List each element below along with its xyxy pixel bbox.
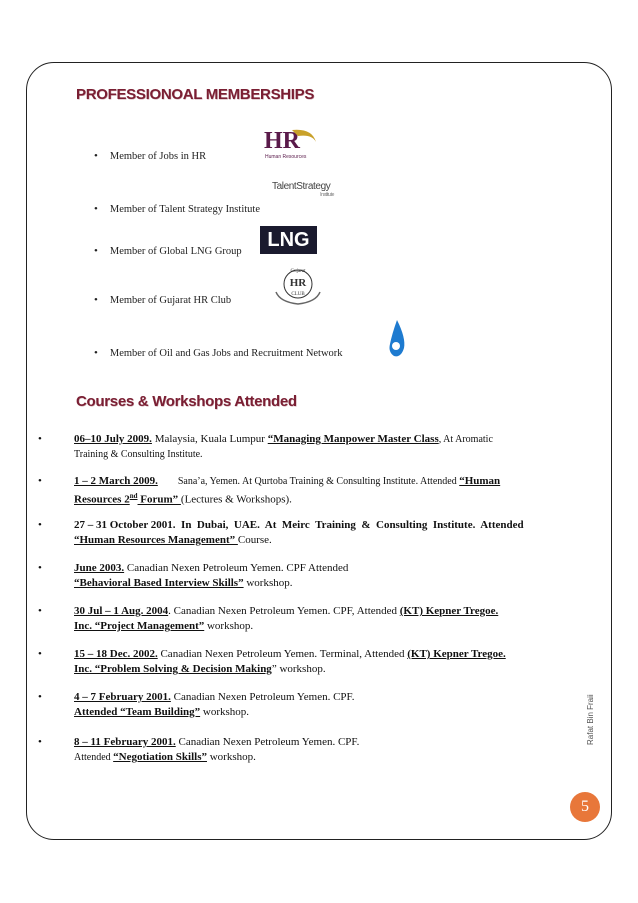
membership-item: • Member of Oil and Gas Jobs and Recruitment Network: [94, 347, 343, 359]
course-item: • June 2003. Canadian Nexen Petroleum Yemen. CPF Attended “Behavioral Based Interview Skills” workshop.: [38, 562, 349, 589]
page-number-badge: 5: [570, 792, 600, 822]
svg-text:Gujarat: Gujarat: [290, 269, 306, 274]
courses-heading: Courses & Workshops Attended: [76, 393, 297, 410]
course-item: • 8 – 11 February 2001. Canadian Nexen Petroleum Yemen. CPF. Attended “Negotiation Skills” workshop.: [38, 736, 360, 763]
course-item: • 06–10 July 2009. Malaysia, Kuala Lumpur “Managing Manpower Master Class, At Aromatic Training & Consulting Institute.: [38, 433, 493, 460]
svg-text:HR: HR: [264, 128, 300, 154]
membership-item: • Member of Gujarat HR Club: [94, 294, 232, 306]
course-item: • 27 – 31 October 2001. In Dubai, UAE. At Meirc Training & Consulting Institute. Attended “Human Resources Management” Course.: [38, 519, 524, 546]
course-item: • 4 – 7 February 2001. Canadian Nexen Petroleum Yemen. CPF. Attended “Team Building” workshop.: [38, 691, 355, 718]
course-item: • 30 Jul – 1 Aug. 2004. Canadian Nexen Petroleum Yemen. CPF, Attended (KT) Kepner Tregoe. Inc. “Project Management” workshop.: [38, 605, 499, 632]
lng-logo: LNG: [260, 226, 317, 254]
svg-text:Human Resources: Human Resources: [265, 154, 307, 160]
course-item: • 15 – 18 Dec. 2002. Canadian Nexen Petroleum Yemen. Terminal, Attended (KT) Kepner Tregoe. Inc. “Problem Solving & Decision Making” workshop.: [38, 648, 506, 675]
membership-item: • Member of Talent Strategy Institute: [94, 203, 260, 215]
oil-gas-drop-logo: [386, 318, 408, 360]
svg-text:CLUB: CLUB: [291, 292, 305, 297]
svg-text:HR: HR: [289, 277, 307, 289]
membership-item: • Member of Jobs in HR: [94, 150, 207, 162]
jobs-in-hr-logo: [262, 126, 318, 162]
membership-item: • Member of Global LNG Group: [94, 245, 242, 257]
course-item: • 1 – 2 March 2009. Sana’a, Yemen. At Qurtoba Training & Consulting Institute. Attended “Human Resources 2nd Forum” (Lectures & Workshops).: [38, 475, 501, 506]
gujarat-hr-club-logo: [272, 266, 324, 306]
author-side-label: Rafat Bin Fraii: [586, 694, 595, 745]
talent-strategy-logo: TalentStrategy Institute: [272, 181, 334, 198]
memberships-heading: PROFESSIONOAL MEMBERSHIPS: [76, 86, 315, 103]
